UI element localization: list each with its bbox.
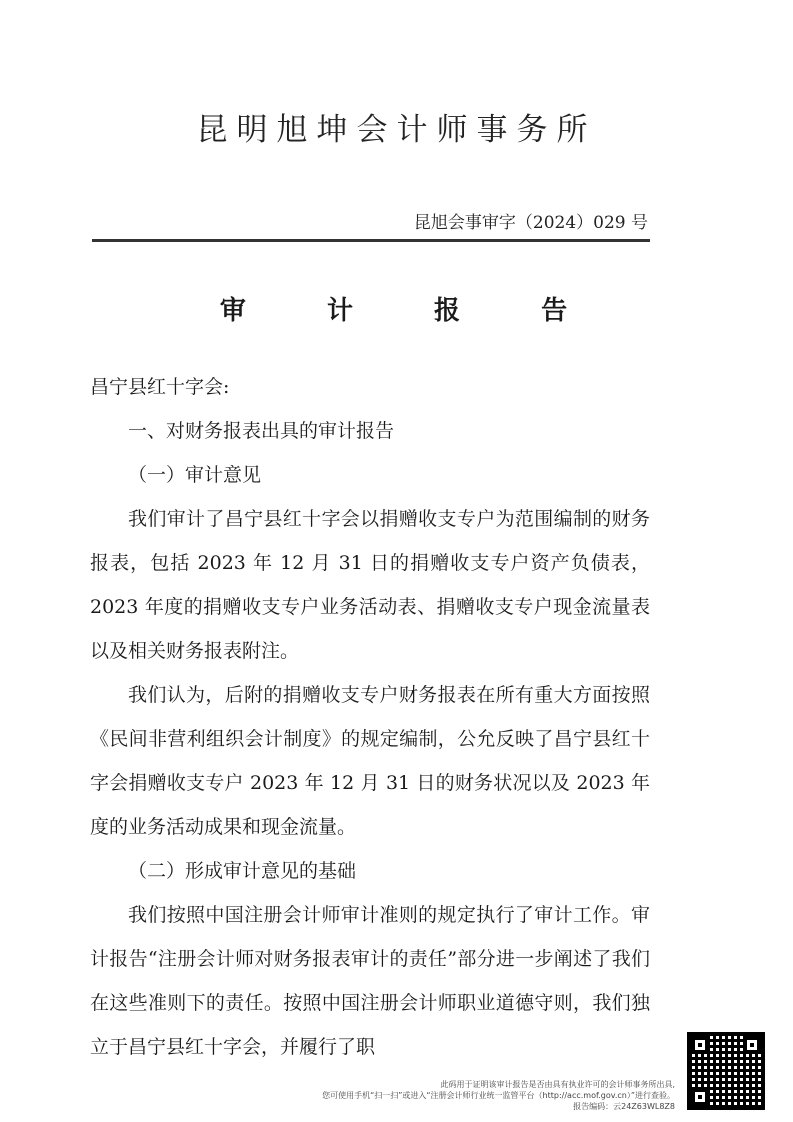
paragraph-scope: 我们审计了昌宁县红十字会以捐赠收支专户为范围编制的财务报表，包括 2023 年 12 月 31 日的捐赠收支专户资产负债表，2023 年度的捐赠收支专户业务活动表、捐赠收支专户现金流量表以及相关财务报表附注。 [90,508,650,662]
subsection-heading-opinion: （一）审计意见 [128,464,262,486]
seal-edge-mark [771,455,783,555]
footer-report-code: 报告编码：云24Z63WL8Z8 [573,1102,675,1111]
paragraph-opinion: 我们认为，后附的捐赠收支专户财务报表在所有重大方面按照《民间非营利组织会计制度》的规定编制，公允反映了昌宁县红十字会捐赠收支专户 2023 年 12 月 31 日的财务状况以及 2023 年度的业务活动成果和现金流量。 [90,684,650,838]
verification-footer [225,1079,675,1112]
section-heading-1: 一、对财务报表出具的审计报告 [128,420,395,442]
footer-line-1: 此码用于证明该审计报告是否由具有执业许可的会计师事务所出具, [440,1080,675,1089]
document-number: 昆旭会事审字（2024）029 号 [413,213,648,233]
qr-code-icon [687,1032,765,1110]
qr-finder-pattern [743,1036,761,1054]
report-body [90,365,650,1069]
recipient: 昌宁县红十字会: [90,376,230,398]
firm-name: 昆明旭坤会计师事务所 [196,112,597,148]
paragraph-basis: 我们按照中国注册会计师审计准则的规定执行了审计工作。审计报告“注册会计师对财务报表审计的责任”部分进一步阐述了我们在这些准则下的责任。按照中国注册会计师职业道德守则，我们独立于昌宁县红十字会，并履行了职 [90,904,650,1058]
report-title: 审 计 报 告 [219,296,604,326]
header-divider [92,239,650,242]
footer-line-2: 您可使用手机“扫一扫”或进入“注册会计师行业统一监管平台（http://acc.mof.gov.cn）”进行查验。 [322,1091,675,1100]
qr-finder-pattern [691,1088,709,1106]
qr-finder-pattern [691,1036,709,1054]
subsection-heading-basis: （二）形成审计意见的基础 [128,860,357,882]
